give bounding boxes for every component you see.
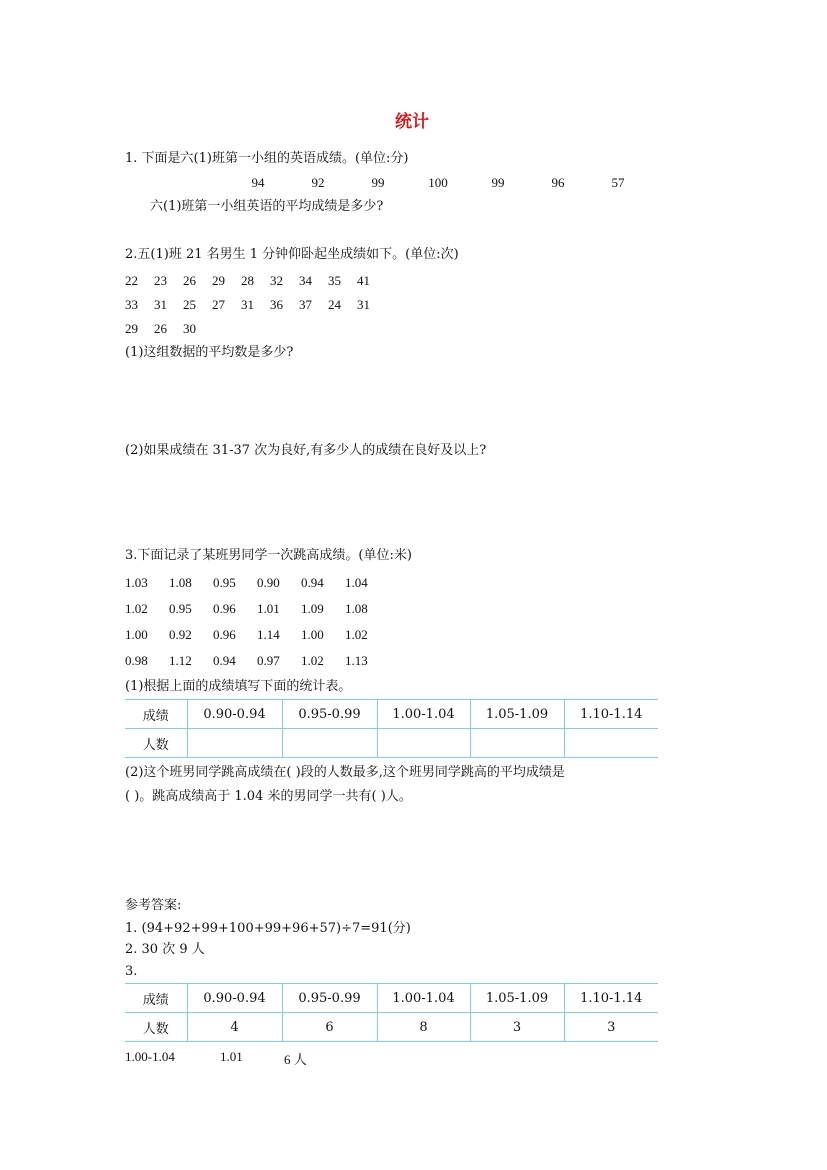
q2-value: 29 [125, 321, 138, 336]
table-header-cell: 1.05-1.09 [470, 700, 564, 729]
q1-score: 100 [428, 175, 448, 190]
table-header-cell: 1.00-1.04 [377, 700, 470, 729]
count-cell: 3 [564, 1013, 658, 1042]
q2-value: 27 [212, 297, 225, 312]
q3-sub1: (1)根据上面的成绩填写下面的统计表。 [125, 679, 352, 694]
q3-value: 1.08 [345, 601, 368, 616]
table-header-cell: 1.00-1.04 [377, 984, 470, 1013]
q2-value: 26 [183, 273, 196, 288]
q2-data-row [125, 273, 386, 289]
q3-data-row [125, 575, 389, 591]
q3-data-row [125, 601, 389, 617]
q1-question: 六(1)班第一小组英语的平均成绩是多少? [150, 199, 384, 214]
q3-value: 1.00 [125, 627, 148, 642]
count-cell: 6 [282, 1013, 377, 1042]
count-cell: 4 [187, 1013, 282, 1042]
q1-scores [228, 175, 648, 191]
answer-final-range: 1.00-1.04 [125, 1049, 175, 1064]
table-header-cell: 1.10-1.14 [564, 700, 658, 729]
count-cell: 3 [470, 1013, 564, 1042]
q3-value: 0.90 [257, 575, 280, 590]
q2-value: 25 [183, 297, 196, 312]
table-row [125, 729, 658, 758]
q1-score: 92 [311, 175, 325, 190]
q2-value: 30 [183, 321, 196, 336]
q3-value: 1.02 [345, 627, 368, 642]
answer-2: 2. 30 次 9 人 [125, 942, 205, 957]
q2-value: 31 [154, 297, 167, 312]
q2-value: 22 [125, 273, 138, 288]
q3-value: 1.04 [345, 575, 368, 590]
q1-score: 94 [251, 175, 265, 190]
table-header-cell: 1.10-1.14 [564, 984, 658, 1013]
count-cell: 8 [377, 1013, 470, 1042]
blank-cell [470, 729, 564, 758]
q3-value: 1.02 [301, 653, 324, 668]
page-title: 统计 [395, 112, 429, 132]
q2-value: 34 [299, 273, 312, 288]
table-row [125, 984, 658, 1013]
q3-value: 1.09 [301, 601, 324, 616]
q3-value: 0.96 [213, 601, 236, 616]
table-header-cell: 0.95-0.99 [282, 700, 377, 729]
q3-prompt: 3.下面记录了某班男同学一次跳高成绩。(单位:米) [125, 548, 412, 563]
table-header-cell: 0.90-0.94 [187, 700, 282, 729]
q3-value: 0.92 [169, 627, 192, 642]
q3-sub2-line1: (2)这个班男同学跳高成绩在( )段的人数最多,这个班男同学跳高的平均成绩是 [125, 765, 565, 780]
q2-sub2: (2)如果成绩在 31-37 次为良好,有多少人的成绩在良好及以上? [125, 443, 487, 458]
q3-value: 1.02 [125, 601, 148, 616]
q3-value: 0.94 [213, 653, 236, 668]
q1-score: 99 [371, 175, 385, 190]
q2-value: 33 [125, 297, 138, 312]
q3-value: 0.95 [213, 575, 236, 590]
answer-1: 1. (94+92+99+100+99+96+57)÷7=91(分) [125, 921, 411, 936]
table-header-cell: 成绩 [125, 700, 187, 729]
q3-value: 0.97 [257, 653, 280, 668]
q3-value: 1.14 [257, 627, 280, 642]
q2-value: 32 [270, 273, 283, 288]
q2-data-row [125, 321, 212, 337]
q2-value: 29 [212, 273, 225, 288]
q2-value: 31 [357, 297, 370, 312]
q2-data-row [125, 297, 386, 313]
table-header-cell: 0.95-0.99 [282, 984, 377, 1013]
q3-value: 1.01 [257, 601, 280, 616]
table-row-label: 人数 [125, 1013, 187, 1042]
q3-value: 1.12 [169, 653, 192, 668]
q2-value: 37 [299, 297, 312, 312]
q3-value: 1.08 [169, 575, 192, 590]
table-row [125, 1013, 658, 1042]
q2-value: 24 [328, 297, 341, 312]
q1-score: 96 [551, 175, 565, 190]
table-header-cell: 0.90-0.94 [187, 984, 282, 1013]
q2-value: 26 [154, 321, 167, 336]
answers-heading: 参考答案: [125, 898, 182, 913]
q2-value: 36 [270, 297, 283, 312]
q3-value: 0.98 [125, 653, 148, 668]
q2-value: 41 [357, 273, 370, 288]
answer-stat-table [125, 983, 658, 1042]
blank-cell [282, 729, 377, 758]
q3-value: 1.03 [125, 575, 148, 590]
answer-final-average: 1.01 [220, 1049, 243, 1064]
q2-value: 31 [241, 297, 254, 312]
q2-value: 28 [241, 273, 254, 288]
answer-final-count: 6 人 [284, 1052, 307, 1067]
q1-prompt: 1. 下面是六(1)班第一小组的英语成绩。(单位:分) [125, 151, 409, 166]
q1-score: 57 [611, 175, 625, 190]
q3-value: 1.13 [345, 653, 368, 668]
q3-value: 0.96 [213, 627, 236, 642]
answer-3-label: 3. [125, 964, 138, 979]
blank-cell [377, 729, 470, 758]
q2-prompt: 2.五(1)班 21 名男生 1 分钟仰卧起坐成绩如下。(单位:次) [125, 247, 459, 262]
q3-value: 0.94 [301, 575, 324, 590]
table-row [125, 700, 658, 729]
q3-value: 0.95 [169, 601, 192, 616]
q3-stat-table [125, 699, 658, 758]
q2-sub1: (1)这组数据的平均数是多少? [125, 345, 294, 360]
q3-data-row [125, 653, 389, 669]
blank-cell [187, 729, 282, 758]
q1-score: 99 [491, 175, 505, 190]
q3-value: 1.00 [301, 627, 324, 642]
q2-value: 35 [328, 273, 341, 288]
table-row-label: 人数 [125, 729, 187, 758]
q3-data-row [125, 627, 389, 643]
q3-sub2-line2: ( )。跳高成绩高于 1.04 米的男同学一共有( )人。 [125, 789, 412, 804]
answer-3-final [125, 1049, 307, 1068]
blank-cell [564, 729, 658, 758]
q2-value: 23 [154, 273, 167, 288]
table-header-cell: 1.05-1.09 [470, 984, 564, 1013]
table-header-cell: 成绩 [125, 984, 187, 1013]
